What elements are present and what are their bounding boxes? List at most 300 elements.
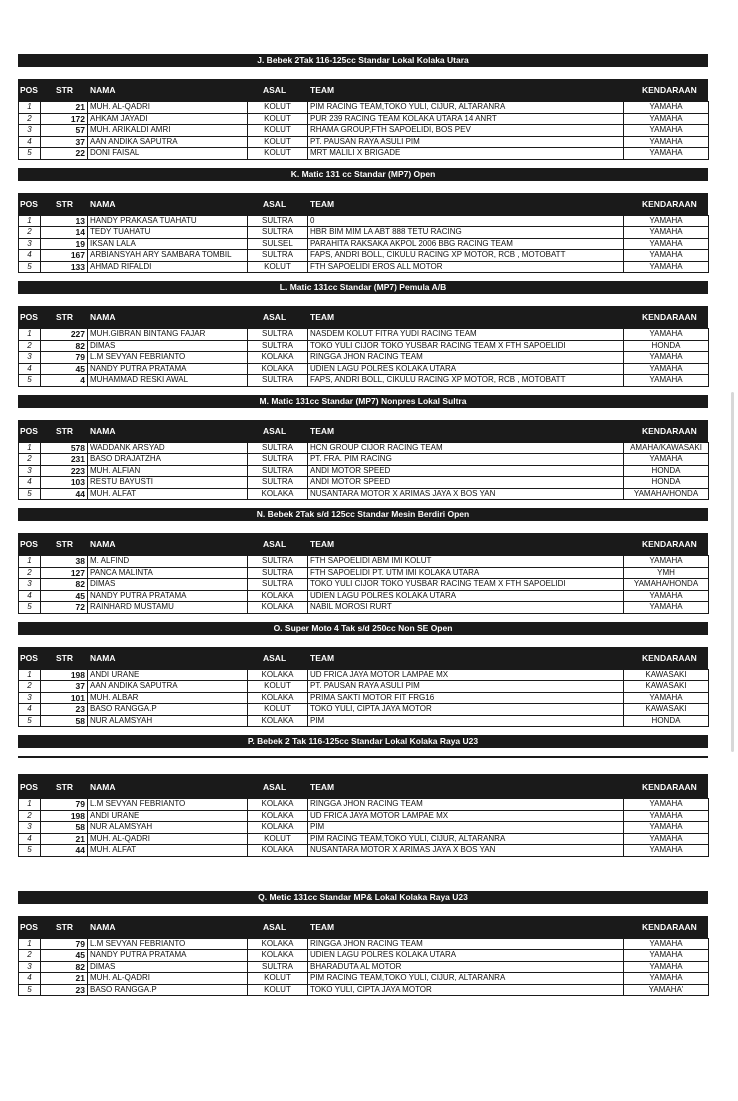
team-cell: RHAMA GROUP,FTH SAPOELIDI, BOS PEV [308,125,624,137]
rider-name-cell: WADDANK ARSYAD [88,442,248,454]
header-pos: POS [20,921,38,932]
position-cell: 5 [19,984,41,996]
number-cell: 58 [41,822,88,834]
table-header [18,306,708,328]
section-gap [18,408,708,420]
vehicle-cell: YAMAHA [624,363,709,375]
team-cell: FTH SAPOELIDI EROS ALL MOTOR [308,261,624,273]
results-table [18,442,709,501]
table-header [18,533,708,555]
table-row [19,950,709,962]
rider-name-cell: MUH. ALFAT [88,845,248,857]
header-str: STR [56,539,73,549]
position-cell: 5 [19,375,41,387]
origin-cell: KOLUT [248,148,308,160]
table-row [19,488,709,500]
rider-name-cell: PANCA MALINTA [88,567,248,579]
vehicle-cell: YAMAHA [624,113,709,125]
table-row [19,125,709,137]
vehicle-cell: YAMAHA [624,250,709,262]
table-row [19,799,709,811]
vehicle-cell: YAMAHA [624,822,709,834]
vehicle-cell: HONDA [624,340,709,352]
origin-cell: KOLUT [248,681,308,693]
position-cell: 3 [19,352,41,364]
team-cell: MRT MALILI X BRIGADE [308,148,624,160]
origin-cell: SULTRA [248,465,308,477]
table-row [19,352,709,364]
vehicle-cell: YAMAHA [624,845,709,857]
origin-cell: KOLAKA [248,822,308,834]
table-row [19,704,709,716]
number-cell: 578 [41,442,88,454]
position-cell: 4 [19,477,41,489]
number-cell: 172 [41,113,88,125]
team-cell: TOKO YULI, CIPTA JAYA MOTOR [308,704,624,716]
rider-name-cell: NANDY PUTRA PRATAMA [88,363,248,375]
team-cell: PIM [308,715,624,727]
vehicle-cell: YAMAHA [624,329,709,341]
position-cell: 3 [19,822,41,834]
results-table [18,798,709,857]
position-cell: 5 [19,602,41,614]
origin-cell: KOLAKA [248,845,308,857]
origin-cell: SULTRA [248,961,308,973]
vehicle-cell: YAMAHA [624,102,709,114]
table-row [19,261,709,273]
race-section [18,54,708,168]
rider-name-cell: L.M SEVYAN FEBRIANTO [88,352,248,364]
rider-name-cell: BASO RANGGA.P [88,984,248,996]
section-spacer [18,500,708,508]
team-cell: PIM RACING TEAM,TOKO YULI, CIJUR, ALTARANRA [308,102,624,114]
table-row [19,984,709,996]
table-row [19,442,709,454]
header-str: STR [56,312,73,322]
number-cell: 21 [41,102,88,114]
team-cell: UDIEN LAGU POLRES KOLAKA UTARA [308,590,624,602]
position-cell: 1 [19,556,41,568]
section-title: N. Bebek 2Tak s/d 125cc Standar Mesin Berdiri Open [18,508,708,521]
position-cell: 5 [19,488,41,500]
vehicle-cell: KAWASAKI [624,669,709,681]
table-row [19,477,709,489]
origin-cell: KOLUT [248,984,308,996]
position-cell: 1 [19,938,41,950]
position-cell: 4 [19,704,41,716]
team-cell: NUSANTARA MOTOR X ARIMAS JAYA X BOS YAN [308,488,624,500]
origin-cell: SULTRA [248,579,308,591]
rider-name-cell: IKSAN LALA [88,238,248,250]
header-kendaraan: KENDARAAN [642,539,697,549]
race-section [18,168,708,282]
header-nama: NAMA [90,539,116,549]
scrollbar[interactable] [731,392,734,752]
origin-cell: SULTRA [248,340,308,352]
rider-name-cell: BASO DRAJATZHA [88,454,248,466]
header-asal: ASAL [263,198,287,209]
origin-cell: KOLUT [248,113,308,125]
number-cell: 133 [41,261,88,273]
vehicle-cell: YAMAHA [624,352,709,364]
header-team: TEAM [310,85,335,95]
origin-cell: KOLAKA [248,363,308,375]
section-spacer [18,614,708,622]
table-header [18,79,708,101]
table-row [19,215,709,227]
rider-name-cell: DIMAS [88,340,248,352]
origin-cell: SULTRA [248,454,308,466]
vehicle-cell: YAMAHA [624,238,709,250]
table-row [19,602,709,614]
vehicle-cell: YAMAHA [624,556,709,568]
table-row [19,340,709,352]
section-gap [18,635,708,647]
header-team: TEAM [310,782,335,792]
rider-name-cell: M. ALFIND [88,556,248,568]
team-cell: PT. PAUSAN RAYA ASULI PIM [308,136,624,148]
section-divider [18,748,708,776]
team-cell: PUR 239 RACING TEAM KOLAKA UTARA 14 ANRT [308,113,624,125]
position-cell: 1 [19,215,41,227]
number-cell: 44 [41,845,88,857]
position-cell: 2 [19,113,41,125]
origin-cell: KOLUT [248,704,308,716]
rider-name-cell: DONI FAISAL [88,148,248,160]
header-pos: POS [20,652,38,663]
team-cell: PIM RACING TEAM,TOKO YULI, CIJUR, ALTARANRA [308,973,624,985]
table-row [19,810,709,822]
header-pos: POS [20,85,38,95]
position-cell: 4 [19,833,41,845]
table-row [19,250,709,262]
origin-cell: KOLAKA [248,352,308,364]
table-row [19,113,709,125]
number-cell: 45 [41,363,88,375]
team-cell: NASDEM KOLUT FITRA YUDI RACING TEAM [308,329,624,341]
team-cell: NABIL MOROSI RURT [308,602,624,614]
header-team: TEAM [310,539,335,549]
rider-name-cell: RAINHARD MUSTAMU [88,602,248,614]
origin-cell: KOLUT [248,102,308,114]
rider-name-cell: ANDI URANE [88,669,248,681]
vehicle-cell: YAMAHA [624,810,709,822]
position-cell: 4 [19,363,41,375]
header-asal: ASAL [263,312,287,322]
header-nama: NAMA [90,921,116,932]
number-cell: 72 [41,602,88,614]
rider-name-cell: ARBIANSYAH ARY SAMBARA TOMBIL [88,250,248,262]
rider-name-cell: L.M SEVYAN FEBRIANTO [88,799,248,811]
results-table [18,555,709,614]
team-cell: TOKO YULI CIJOR TOKO YUSBAR RACING TEAM X FTH SAPOELIDI [308,340,624,352]
rider-name-cell: MUH. AL-QADRI [88,833,248,845]
number-cell: 58 [41,715,88,727]
number-cell: 37 [41,136,88,148]
number-cell: 167 [41,250,88,262]
position-cell: 1 [19,799,41,811]
table-row [19,227,709,239]
origin-cell: KOLAKA [248,692,308,704]
rider-name-cell: MUH.GIBRAN BINTANG FAJAR [88,329,248,341]
vehicle-cell: YAMAHA [624,961,709,973]
rider-name-cell: NANDY PUTRA PRATAMA [88,950,248,962]
table-row [19,375,709,387]
table-row [19,556,709,568]
section-gap [18,904,708,916]
position-cell: 1 [19,442,41,454]
team-cell: UDIEN LAGU POLRES KOLAKA UTARA [308,363,624,375]
header-pos: POS [20,782,38,792]
table-row [19,136,709,148]
vehicle-cell: YAMAHA [624,973,709,985]
race-section [18,891,708,1005]
header-asal: ASAL [263,85,287,95]
header-team: TEAM [310,312,335,322]
table-row [19,567,709,579]
header-str: STR [56,921,73,932]
position-cell: 5 [19,715,41,727]
section-spacer [18,273,708,281]
team-cell: TOKO YULI, CIPTA JAYA MOTOR [308,984,624,996]
position-cell: 3 [19,465,41,477]
rider-name-cell: HANDY PRAKASA TUAHATU [88,215,248,227]
vehicle-cell: YAMAHA' [624,984,709,996]
team-cell: PRIMA SAKTI MOTOR FIT FRG16 [308,692,624,704]
vehicle-cell: YAMAHA [624,454,709,466]
rider-name-cell: RESTU BAYUSTI [88,477,248,489]
header-str: STR [56,85,73,95]
number-cell: 79 [41,938,88,950]
section-spacer [18,387,708,395]
header-nama: NAMA [90,652,116,663]
race-section [18,508,708,622]
position-cell: 1 [19,669,41,681]
position-cell: 5 [19,845,41,857]
results-document [18,54,708,1004]
race-section [18,622,708,736]
origin-cell: KOLAKA [248,488,308,500]
position-cell: 4 [19,250,41,262]
section-title: M. Matic 131cc Standar (MP7) Nonpres Lokal Sultra [18,395,708,408]
team-cell: PIM RACING TEAM,TOKO YULI, CIJUR, ALTARANRA [308,833,624,845]
rider-name-cell: TEDY TUAHATU [88,227,248,239]
header-pos: POS [20,198,38,209]
vehicle-cell: YAMAHA [624,950,709,962]
header-asal: ASAL [263,921,287,932]
header-nama: NAMA [90,198,116,209]
position-cell: 3 [19,125,41,137]
header-kendaraan: KENDARAAN [642,921,697,932]
rider-name-cell: DIMAS [88,579,248,591]
origin-cell: SULTRA [248,215,308,227]
origin-cell: KOLAKA [248,669,308,681]
rider-name-cell: AHKAM JAYADI [88,113,248,125]
table-row [19,454,709,466]
number-cell: 198 [41,669,88,681]
origin-cell: SULTRA [248,442,308,454]
position-cell: 4 [19,590,41,602]
vehicle-cell: YAMAHA [624,215,709,227]
origin-cell: SULTRA [248,477,308,489]
vehicle-cell: AMAHA/KAWASAKI [624,442,709,454]
vehicle-cell: YAMAHA [624,227,709,239]
header-str: STR [56,782,73,792]
position-cell: 5 [19,261,41,273]
number-cell: 79 [41,352,88,364]
header-asal: ASAL [263,539,287,549]
table-row [19,715,709,727]
rider-name-cell: MUH. AL-QADRI [88,102,248,114]
vehicle-cell: YAMAHA [624,833,709,845]
team-cell: UDIEN LAGU POLRES KOLAKA UTARA [308,950,624,962]
race-section [18,395,708,509]
position-cell: 2 [19,567,41,579]
team-cell: ANDI MOTOR SPEED [308,465,624,477]
number-cell: 82 [41,961,88,973]
vehicle-cell: YMH [624,567,709,579]
section-title: J. Bebek 2Tak 116-125cc Standar Lokal Kolaka Utara [18,54,708,67]
section-spacer [18,160,708,168]
position-cell: 4 [19,973,41,985]
number-cell: 38 [41,556,88,568]
section-spacer [18,857,708,891]
vehicle-cell: YAMAHA [624,692,709,704]
table-row [19,845,709,857]
number-cell: 21 [41,833,88,845]
vehicle-cell: YAMAHA/HONDA [624,579,709,591]
number-cell: 21 [41,973,88,985]
section-gap [18,181,708,193]
rider-name-cell: AAN ANDIKA SAPUTRA [88,681,248,693]
position-cell: 2 [19,681,41,693]
table-row [19,465,709,477]
vehicle-cell: HONDA [624,715,709,727]
header-pos: POS [20,312,38,322]
origin-cell: SULTRA [248,329,308,341]
number-cell: 19 [41,238,88,250]
team-cell: HBR BIM MIM LA ABT 888 TETU RACING [308,227,624,239]
origin-cell: KOLUT [248,833,308,845]
header-kendaraan: KENDARAAN [642,198,697,209]
team-cell: ANDI MOTOR SPEED [308,477,624,489]
header-kendaraan: KENDARAAN [642,312,697,322]
vehicle-cell: HONDA [624,477,709,489]
team-cell: PARAHITA RAKSAKA AKPOL 2006 BBG RACING TEAM [308,238,624,250]
results-table [18,938,709,997]
number-cell: 82 [41,579,88,591]
team-cell: UD FRICA JAYA MOTOR LAMPAE MX [308,669,624,681]
table-header [18,420,708,442]
table-header [18,776,708,798]
position-cell: 1 [19,102,41,114]
vehicle-cell: KAWASAKI [624,704,709,716]
position-cell: 3 [19,692,41,704]
section-title: K. Matic 131 cc Standar (MP7) Open [18,168,708,181]
team-cell: NUSANTARA MOTOR X ARIMAS JAYA X BOS YAN [308,845,624,857]
header-team: TEAM [310,652,335,663]
team-cell: RINGGA JHON RACING TEAM [308,938,624,950]
team-cell: FAPS, ANDRI BOLL, CIKULU RACING XP MOTOR, RCB , MOTOBATT [308,375,624,387]
vehicle-cell: YAMAHA [624,261,709,273]
header-asal: ASAL [263,425,287,436]
table-header [18,916,708,938]
number-cell: 45 [41,950,88,962]
rider-name-cell: MUH. ALBAR [88,692,248,704]
team-cell: BHARADUTA AL MOTOR [308,961,624,973]
vehicle-cell: YAMAHA [624,799,709,811]
table-row [19,590,709,602]
table-row [19,938,709,950]
position-cell: 3 [19,238,41,250]
results-table [18,101,709,160]
race-section [18,735,708,891]
results-table [18,669,709,728]
vehicle-cell: YAMAHA [624,148,709,160]
number-cell: 227 [41,329,88,341]
origin-cell: KOLAKA [248,590,308,602]
origin-cell: SULTRA [248,567,308,579]
header-team: TEAM [310,921,335,932]
results-table [18,215,709,274]
position-cell: 2 [19,340,41,352]
header-kendaraan: KENDARAAN [642,425,697,436]
origin-cell: SULSEL [248,238,308,250]
position-cell: 2 [19,227,41,239]
rider-name-cell: BASO RANGGA.P [88,704,248,716]
position-cell: 3 [19,579,41,591]
vehicle-cell: HONDA [624,465,709,477]
number-cell: 14 [41,227,88,239]
origin-cell: KOLAKA [248,950,308,962]
table-row [19,833,709,845]
rider-name-cell: MUH. ARIKALDI AMRI [88,125,248,137]
section-title: P. Bebek 2 Tak 116-125cc Standar Lokal Kolaka Raya U23 [18,735,708,748]
team-cell: FTH SAPOELIDI ABM IMI KOLUT [308,556,624,568]
header-str: STR [56,425,73,436]
number-cell: 45 [41,590,88,602]
position-cell: 4 [19,136,41,148]
team-cell: FAPS, ANDRI BOLL, CIKULU RACING XP MOTOR, RCB , MOTOBATT [308,250,624,262]
header-pos: POS [20,539,38,549]
table-row [19,973,709,985]
team-cell: PIM [308,822,624,834]
rider-name-cell: NUR ALAMSYAH [88,822,248,834]
number-cell: 103 [41,477,88,489]
team-cell: HCN GROUP CIJOR RACING TEAM [308,442,624,454]
rider-name-cell: MUHAMMAD RESKI AWAL [88,375,248,387]
section-gap [18,67,708,79]
number-cell: 4 [41,375,88,387]
vehicle-cell: YAMAHA [624,938,709,950]
team-cell: PT. PAUSAN RAYA ASULI PIM [308,681,624,693]
table-row [19,961,709,973]
number-cell: 23 [41,704,88,716]
position-cell: 1 [19,329,41,341]
table-row [19,363,709,375]
table-header [18,193,708,215]
table-row [19,579,709,591]
table-row [19,102,709,114]
rider-name-cell: AHMAD RIFALDI [88,261,248,273]
team-cell: RINGGA JHON RACING TEAM [308,352,624,364]
table-row [19,681,709,693]
header-team: TEAM [310,198,335,209]
number-cell: 44 [41,488,88,500]
number-cell: 82 [41,340,88,352]
team-cell: PT. FRA. PIM RACING [308,454,624,466]
number-cell: 127 [41,567,88,579]
